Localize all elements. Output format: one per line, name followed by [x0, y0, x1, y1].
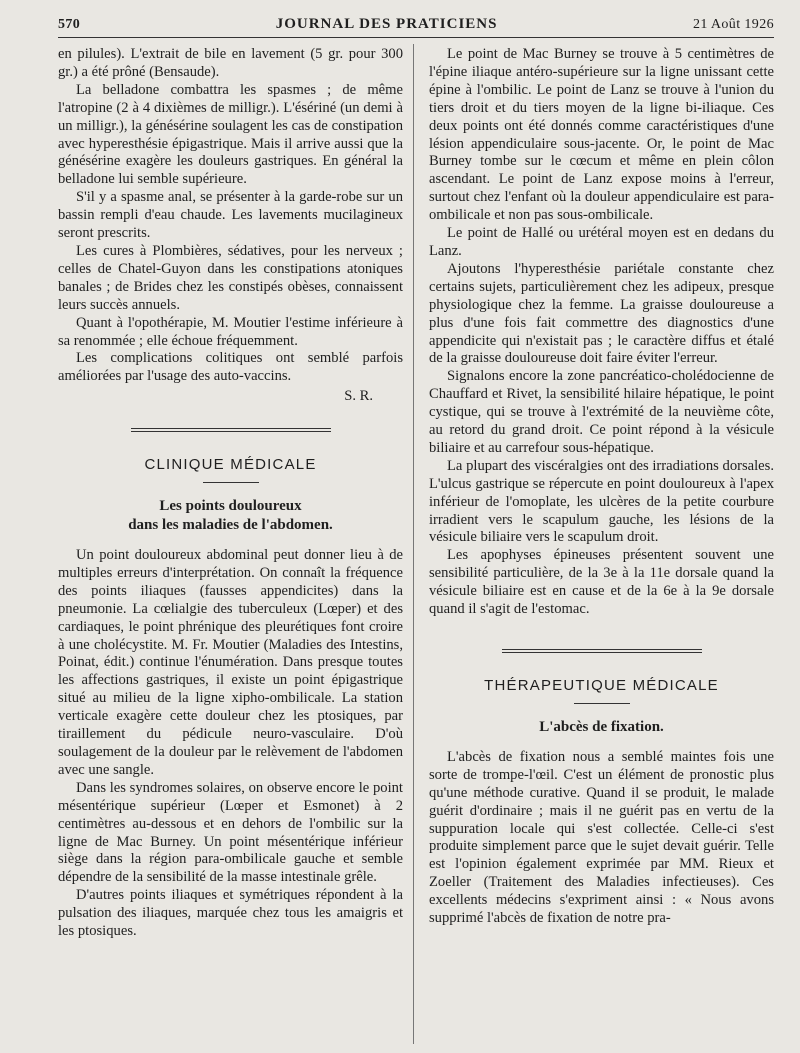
paragraph: Ajoutons l'hyperesthésie pariétale constante chez certains sujets, particulièrement chez les adipeux, presque physiologique chez la femme. La graisse douloureuse a plus d'une fois fait commettre des diagnostics d'une appendicite qui n'existait pas ; le caractère diffus et étalé de la graisse douloureuse doit faire éviter l'erreur. — [429, 260, 774, 367]
paragraph: Les apophyses épineuses présentent souvent une sensibilité particulière, de la 3e à la 11e dorsale quand la vésicule biliaire est en cause et de la 6e à la 9e dorsale quand il s'agit de l'estomac. — [429, 547, 774, 618]
author-initials: S. R. — [344, 388, 373, 405]
paragraph: Un point douloureux abdominal peut donner lieu à de multiples erreurs d'interprétation. On connaît la fréquence des points iliaques (fausses appendicites) dans la pneumonie. La cœlialgie des tuberculeux (Lœper) et des cardiaques, le point phrénique des pleurétiques font croire à une cholécystite. M. Fr. Moutier (Maladies des Intestins, Poinat, édit.) continue l'énumération. Dans presque toutes les affections gastriques, il existe un point épigastrique situé au milieu de la ligne xipho-ombilicale. La station verticale exagère cette douleur chez les ptosiques, par tiraillement du pédicule neuro-vasculaire. D'où soulagement de la douleur par le relèvement de l'abdomen avec une sangle. — [58, 547, 403, 778]
article-title-line2: dans les maladies de l'abdomen. — [128, 517, 333, 534]
section-separator — [502, 649, 702, 653]
right-column — [429, 46, 774, 941]
paragraph: La belladone combattra les spasmes ; de même l'atropine (2 à 4 dixièmes de milligr.). L'ésériné (un demi à un milligr.), la génésérine soulagent les cas de constipation avec hyperesthésie épigastrique. Mais il arrive aussi que la génésérine exagère les douleurs gastriques. En général la belladone lui semble supérieure. — [58, 81, 403, 188]
paragraph: Le point de Mac Burney se trouve à 5 centimètres de l'épine iliaque antéro-supérieure sur la ligne unissant cette épine à l'ombilic. Le point de Lanz se trouve à l'union du tiers droit et du tiers moyen de la ligne bi-iliaque. Ces deux points ont été donnés comme caractéristiques d'une lésion appendiculaire sous-jacente. Or, le point de Mac Burney tombe sur le cœcum et même en plein côlon ascendant. Le point de Lanz expose moins à l'erreur, surtout chez l'enfant où la douleur appendiculaire est para-ombilicale et non pas sous-ombilicale. — [429, 46, 774, 224]
page-number: 570 — [58, 17, 81, 32]
paragraph: Les complications colitiques ont semblé parfois améliorées par l'usage des auto-vaccins. — [58, 350, 403, 385]
paragraph: Les cures à Plombières, sédatives, pour les nerveux ; celles de Chatel-Guyon dans les constipations atoniques banales ; de Brides chez les constipés obèses, connaissent leurs succès annuels. — [58, 242, 403, 313]
section-separator — [131, 428, 331, 432]
paragraph: L'abcès de fixation nous a semblé maintes fois une sorte de trompe-l'œil. C'est un élément de pronostic plus qu'une méthode curative. Quand il se produit, le malade guérit d'ordinaire ; mais il ne guérit pas en vertu de la suppuration locale qui s'est collectée. Celle-ci s'est produite simplement parce que le sujet devait guérir. Telle est l'opinion également exprimée par MM. Rieux et Zoeller (Traitement des Maladies infectieuses). Ces excellents médecins s'expriment ainsi : « Nous avons supprimé l'abcès de fixation de notre pra- — [429, 748, 774, 927]
column-divider — [413, 44, 414, 1044]
paragraph: S'il y a spasme anal, se présenter à la garde-robe sur un bassin rempli d'eau chaude. Les lavements mucilagineux seront prescrits. — [58, 189, 403, 242]
article-title: L'abcès de fixation. — [539, 718, 664, 735]
short-rule — [574, 703, 630, 704]
paragraph: Dans les syndromes solaires, on observe encore le point mésentérique supérieur (Lœper et Esmonet) à 2 centimètres au-dessous et en dehors de l'ombilic sur la ligne de Mac Burney. Un point mésentérique inférieur siège dans la région para-ombilicale gauche et semble dépendre de la sensibilité de la masse intestinale grêle. — [58, 779, 403, 886]
section-heading: CLINIQUE MÉDICALE — [144, 456, 317, 474]
paragraph: Quant à l'opothérapie, M. Moutier l'estime inférieure à sa renommée ; elle échoue fréquemment. — [58, 314, 403, 349]
paragraph: Le point de Hallé ou urétéral moyen est en dedans du Lanz. — [429, 225, 774, 259]
paragraph: en pilules). L'extrait de bile en lavement (5 gr. pour 300 gr.) a été prôné (Bensaude). — [58, 46, 403, 80]
short-rule — [203, 482, 259, 483]
paragraph: Signalons encore la zone pancréatico-cholédocienne de Chauffard et Rivet, la sensibilité hilaire hépatique, le point cystique, qui se trouve à l'extrémité de la neuvième côte, au retord du grand droit. Ce point répond à la vésicule biliaire et au carrefour sous-hépatique. — [429, 368, 774, 456]
article-title-line1: Les points douloureux — [159, 498, 302, 515]
section-heading: THÉRAPEUTIQUE MÉDICALE — [484, 677, 719, 694]
left-column — [58, 46, 403, 941]
journal-title: JOURNAL DES PRATICIENS — [275, 16, 498, 32]
running-head — [58, 16, 774, 38]
paragraph: D'autres points iliaques et symétriques répondent à la pulsation des iliaques, marquée chez tous les amaigris et les ptosiques. — [58, 887, 403, 940]
article-title — [58, 497, 403, 535]
paragraph: La plupart des viscéralgies ont des irradiations dorsales. L'ulcus gastrique se répercute en point douloureux à l'apex inférieur de l'omoplate, les ulcères de la petite courbure irradient vers le scapulum gauche, les lésions de la vésicule biliaire vers le scapulum droit. — [429, 457, 774, 546]
issue-date: 21 Août 1926 — [692, 17, 774, 32]
